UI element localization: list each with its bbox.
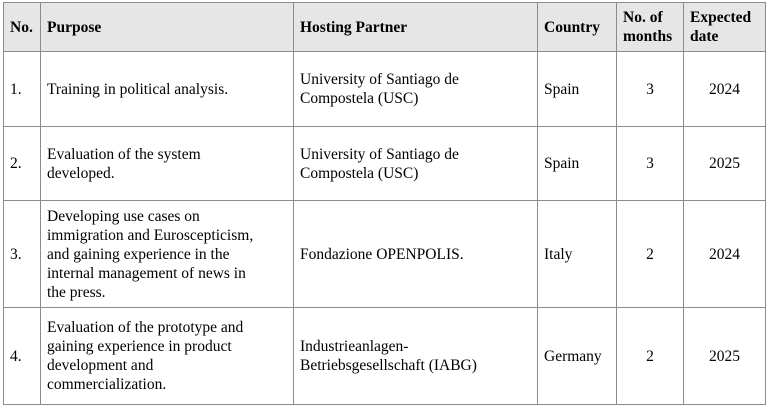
- table-row: [4, 52, 766, 127]
- country-text: Italy: [544, 245, 573, 263]
- secondments-table: [3, 2, 766, 405]
- partner-text-line1: Industrieanlagen-: [300, 338, 409, 355]
- months-cell: [617, 308, 684, 405]
- country-cell: [538, 308, 617, 405]
- header-purpose: [41, 3, 294, 52]
- purpose-text: Training in political analysis.: [47, 80, 229, 98]
- header-months: [617, 3, 684, 52]
- header-date-line2: date: [690, 28, 719, 45]
- months-value: 3: [646, 80, 654, 98]
- country-cell: [538, 201, 617, 308]
- row-number-cell: [4, 127, 41, 201]
- date-cell: [684, 52, 766, 127]
- header-country-label: Country: [544, 18, 600, 36]
- partner-text-line1: University of Santiago de: [300, 145, 459, 163]
- months-cell: [617, 127, 684, 201]
- date-value: 2025: [709, 347, 740, 365]
- country-text: Spain: [544, 155, 580, 172]
- partner-text-line2: Compostela (USC): [300, 90, 419, 107]
- date-value: 2025: [709, 155, 740, 172]
- months-value: 2: [646, 347, 654, 365]
- purpose-text-line1: Developing use cases on: [47, 207, 200, 225]
- header-no: [4, 3, 41, 52]
- purpose-text-line2: gaining experience in product: [47, 338, 232, 355]
- date-value: 2024: [709, 80, 740, 98]
- header-country: [538, 3, 617, 52]
- purpose-text-line5: the press.: [47, 283, 106, 301]
- purpose-text-line2: developed.: [47, 164, 115, 182]
- header-hosting-partner: [294, 3, 538, 52]
- months-cell: [617, 52, 684, 127]
- partner-cell: [294, 308, 538, 405]
- row-number-cell: [4, 308, 41, 405]
- partner-cell: [294, 52, 538, 127]
- date-value: 2024: [709, 245, 740, 263]
- row-number: 4.: [10, 347, 22, 365]
- country-cell: [538, 52, 617, 127]
- header-expected-date: [684, 3, 766, 52]
- header-date-line1: Expected: [690, 9, 752, 26]
- partner-text-line2: Betriebsgesellschaft (IABG): [300, 357, 477, 374]
- partner-text: Fondazione OPENPOLIS.: [300, 245, 464, 263]
- date-cell: [684, 201, 766, 308]
- purpose-text-line4: internal management of news in: [47, 264, 246, 282]
- row-number-cell: [4, 201, 41, 308]
- purpose-text-line2: immigration and Euroscepticism,: [47, 226, 254, 244]
- partner-cell: [294, 127, 538, 201]
- date-cell: [684, 127, 766, 201]
- header-row: [4, 3, 766, 52]
- table-row: [4, 201, 766, 308]
- months-cell: [617, 201, 684, 308]
- table-row: [4, 308, 766, 405]
- partner-text-line2: Compostela (USC): [300, 164, 419, 182]
- row-number: 3.: [10, 245, 22, 263]
- row-number: 1.: [10, 80, 22, 98]
- purpose-text-line3: development and: [47, 357, 154, 374]
- table-row: [4, 127, 766, 201]
- purpose-cell: [41, 201, 294, 308]
- purpose-text-line3: and gaining experience in the: [47, 245, 230, 263]
- country-text: Germany: [544, 347, 602, 365]
- header-months-line2: months: [623, 28, 673, 45]
- purpose-cell: [41, 52, 294, 127]
- header-partner-label: Hosting Partner: [300, 18, 408, 36]
- country-cell: [538, 127, 617, 201]
- months-value: 2: [646, 245, 654, 263]
- row-number-cell: [4, 52, 41, 127]
- row-number: 2.: [10, 155, 22, 172]
- purpose-text-line4: commercialization.: [47, 376, 167, 393]
- country-text: Spain: [544, 80, 580, 98]
- purpose-text-line1: Evaluation of the prototype and: [47, 319, 244, 336]
- partner-text-line1: University of Santiago de: [300, 71, 459, 88]
- purpose-text-line1: Evaluation of the system: [47, 145, 201, 163]
- header-purpose-label: Purpose: [47, 18, 102, 36]
- months-value: 3: [646, 155, 654, 172]
- purpose-cell: [41, 308, 294, 405]
- purpose-cell: [41, 127, 294, 201]
- header-months-line1: No. of: [623, 9, 663, 26]
- partner-cell: [294, 201, 538, 308]
- date-cell: [684, 308, 766, 405]
- header-no-label: No.: [10, 18, 33, 36]
